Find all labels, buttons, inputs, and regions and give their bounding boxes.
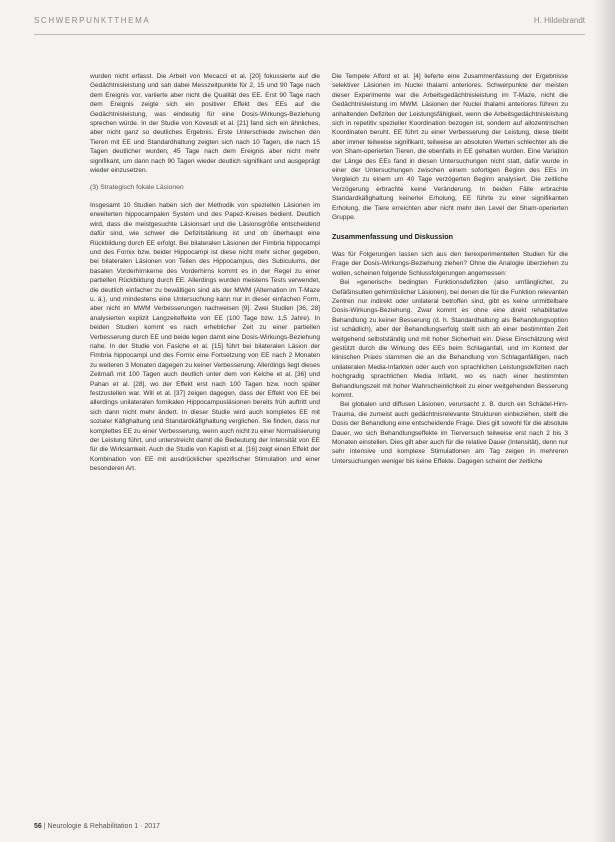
footer-separator: | xyxy=(43,823,48,830)
left-column xyxy=(90,72,320,474)
right-paragraph-3: Bei »generisch« bedingten Funktionsdefiziten (also umfänglicher, zu Gefäßinsulten gehirnlöslicher Läsionen), bei denen die für die Funktion relevanten Zentren nur indirekt oder unilateral betroffen sind, gibt es keine unmittelbare Dosis-Wirkungs-Beziehung. Zwar kommt es ohne eine direkt rehabilitative Behandlung zu keiner Besserung (d. h. Standardhaltung als Behandlungsoption ist schädlich), aber der Behandlungserfolg stellt sich ab einer bestimmten Zeit weitgehend selbstständig und mit hoher Sicherheit ein. Diese Einschätzung wird gestützt durch die Wirkung des EEs beim Schlaganfall, und im Kontext der klinischen Praxis stammen die an die Behandlung von Schlaganfälligen, nach unilateralen Media-Infarkten oder auch von sprachlichen Leistungsdefiziten nach hochgradig sprachlichen Media Infarkt, wo es nach einer bestimmten Behandlungszeit mit hoher Wahrscheinlichkeit zu einer weitgehenden Besserung kommt. xyxy=(332,279,568,399)
section-heading: Zusammenfassung und Diskussion xyxy=(332,231,454,241)
right-paragraph-4: Bei globalen und diffusen Läsionen, verursacht z. B. durch ein Schädel-Hirn-Trauma, die zumeist auch gedächtnisrelevante Strukturen einbeziehen, stellt die Dosis der Behandlung eine entscheidende Frage. Dies gilt sowohl für die absolute Dauer, wo sich Behandlungseffekte im Tierversuch teilweise erst nach 2 bis 3 Monaten einstellen. Dies gilt aber auch für die relative Dauer (Intensität), denn nur sehr intensive und komplexe Stimulationen am Tag zeigen in mehreren Untersuchungen weniger bis keine Effekte. Dagegen scheint der zeitliche xyxy=(332,401,568,465)
page-footer xyxy=(34,823,160,830)
right-column xyxy=(332,72,568,466)
right-paragraph-2: Was für Folgerungen lassen sich aus den tierexperimentellen Studien für die Frage der Dosis-Wirkungs-Beziehung ziehen? Ohne die Analogie überziehen zu wollen, scheinen folgende Schlussfolgerungen angemessen: xyxy=(332,250,568,277)
scan-shadow xyxy=(593,0,615,842)
left-paragraph-1: wurden nicht erfasst. Die Arbeit von Mecacci et al. [20] fokussierte auf die Gedächtnisleistung und sah dabei Messzeitpunkte für 2, 15 und 90 Tage nach dem Ereignis vor, variierte aber nicht die Qualität des EE. Erst 90 Tage nach dem Ereignis zeigte sich ein positiver Effekt des EEs auf die Gedächtnisleistung, was eindeutig für eine Dosis-Wirkungs-Beziehung sprechen würde. In der Studie von Kovesdi et al. [21] fand sich ein ähnliches, aber nicht ganz so deutliches Ergebnis. Erste Unterschiede zwischen den Tieren mit EE und Standardhaltung zeigten sich nach 10 Tagen, die nach 15 Tagen deutlicher wurden; 45 Tage nach dem Ereignis aber nicht mehr signifikant, um dann nach 90 Tagen wieder deutlich signifikant und ausgeprägt wieder einzusetzen. xyxy=(90,73,320,175)
subsection-title: (3) Strategisch fokale Läsionen xyxy=(90,184,184,192)
section-label: SCHWERPUNKTTHEMA xyxy=(34,16,151,25)
author-name: H. Hildebrandt xyxy=(533,16,585,25)
journal-name: Neurologie & Rehabilitation 1 · 2017 xyxy=(47,823,160,830)
page-header xyxy=(34,10,585,35)
right-paragraph-1: Die Tempele Alford et al. [4] lieferte eine Zusammenfassung der Ergebnisse selektiver Läsionen im Nuclei thalami anteriores. Schwerpunkte der meisten dieser Experimente war die Arbeitsgedächtnisleistung im T-Maze, nicht die Gedächtnisleistung im MWM. Läsionen der Nuclei thalami anteriores führen zu anhaltenden Defiziten der Leistungsfähigkeit, wenn die Arbeitsgedächtnisleistung sich in repetitiv spezieller Koordination bezogen ist, sondern auf allozentrischen Koordinaten beruht. EE führt zu einer Verbesserung der Leistung, diese bleibt aber immer teilweise signifikant, teilweise an absoluten Werten schlechter als die von Sham-operierten Tieren, die ebenfalls in EE gehalten wurden. Eine Variation der Länge des EEs fand in diesen Untersuchungen nicht statt, dafür wurde in einer der Untersuchungen zwischen einem sofortigen Beginn des EEs im Vergleich zu einem um 40 Tage verzögerten Beginn analysiert. Die zeitliche Verzögerung erbrachte keine Veränderung. In beiden Fälle erbrachte Standardkäfighaltung keinerlei Erholung, EE führte zu einer signifikanten Erholung, die Tiere erreichten aber nicht mehr den Level der Sham-operierten Gruppe. xyxy=(332,73,568,222)
page-number: 56 xyxy=(34,823,42,830)
left-paragraph-2: Insgesamt 10 Studien haben sich der Methodik von speziellen Läsionen im erweiterten hippocampalen System und des Papez-Kreises bedient. Deutlich wird, dass die meistgesuchte Läsionsart und die Läsionsgröße entscheidend dafür sind, wie schwer die Defizitstärkung ist und ob überhaupt eine Rückbildung durch EE erfolgt. Bei bilateralen Läsionen der Fimbria hippocampi und des Fornix bzw. beider Hippocampi ist diese nicht mehr sicher gegeben, bei bilateralen Läsionen von Teilen des Hippocampus, des Subiculums, der basalen Vorderhirnkerne des Vorderhirns kommt es in der Regel zu einer partiellen Rückbildung durch EE. Allerdings wurden meistens Tests verwendet, die deutlich einfacher zu bewältigen sind als der MWM (Alternation im T-Maze u. ä.), und mindestens eine Untersuchung kann nur in dieser einfachen Form, aber nicht im MWM Verbesserungen nachweisen [9]. Zwei Studien [36, 28] analysierten explizit Langzeiteffekte von EE (100 Tage bzw. 1,5 Jahre). In beiden Studien kommt es nach erheblicher Zeit zu einer partiellen Verbesserung durch EE und beide legen damit eine Dosis-Wirkungs-Beziehung nahe. In der Studie von Fasiche et al. [15] führt bei bilateralen Läsion der Fimbria hippocampi und des Fornix eine Fortsetzung von EE nach 2 Monaten zu weiteren 3 Monaten dagegen zu keiner Verbesserung. Allerdings liegt dieses Zeitmaß mit 100 Tagen auch deutlich unter dem von Kelche et al. [36] und Pahan et al. [28], wo der Effekt erst nach 100 Tagen bzw. noch später festzustellen war. Will et al. [37] zeigen dagegen, dass der Effekt von EE bei allerdings unilateralen fornikalen Hippocampusläsionen bereits früh auftritt und sich dann nicht mehr ändert. In dieser Studie wird auch kompletes EE mit sozialer Käfighaltung und Standardkäfighaltung verglichen. Sie finden, dass nur komplettes EE zu einer Verbesserung, wenn auch nicht zu einer Normalisierung der Leistung führt, und unterstreicht damit die Bedeutung der Intensität von EE für die Wirksamkeit. Auch die Studie von Kapisti et al. [16] zeigt einen Effekt der Kombination von EE mit ausdrücklicher spezifischer Stimulation und einer besonderen Art. xyxy=(90,201,320,473)
